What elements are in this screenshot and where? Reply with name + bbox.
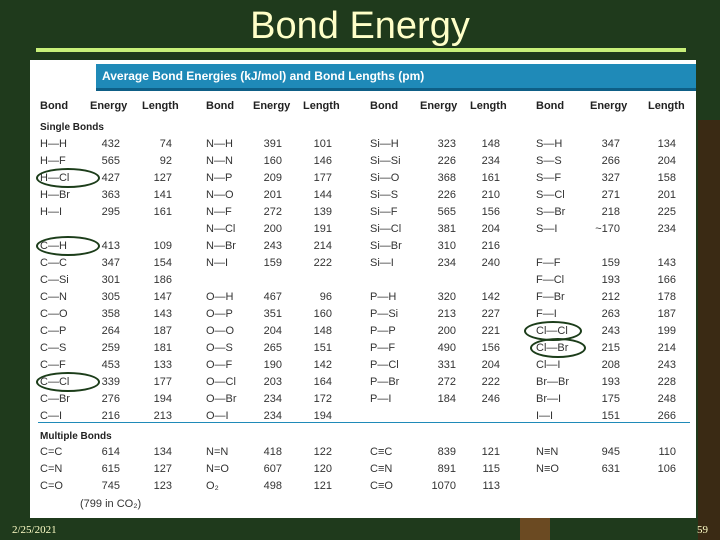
bond-length-value: 204 <box>481 359 500 371</box>
bond-energy-value: 891 <box>437 463 456 475</box>
column-header-length: Length <box>142 100 179 112</box>
bond-length-value: 222 <box>481 376 500 388</box>
bond-length-value: 148 <box>481 138 500 150</box>
bond-length-value: 201 <box>657 189 676 201</box>
bond-length-value: 204 <box>481 223 500 235</box>
bond-energy-value: 184 <box>437 393 456 405</box>
bond-label: C—Si <box>40 274 69 286</box>
bond-length-value: 214 <box>657 342 676 354</box>
bond-energy-value: 427 <box>101 172 120 184</box>
bond-energy-value: 272 <box>263 206 282 218</box>
bond-label: S—Br <box>536 206 566 218</box>
bond-label: C≡N <box>370 463 393 475</box>
column-header-bond: Bond <box>370 100 399 112</box>
bond-label: F—Cl <box>536 274 565 286</box>
bond-length-value: 177 <box>153 376 172 388</box>
bond-label: C≡C <box>370 446 393 458</box>
bond-energy-value: 945 <box>601 446 620 458</box>
bond-energy-value: 347 <box>101 257 120 269</box>
column-header-length: Length <box>470 100 507 112</box>
bond-label: H—I <box>40 206 62 218</box>
bond-length-value: 248 <box>657 393 676 405</box>
background-decoration-right <box>698 120 720 540</box>
bond-energy-value: 190 <box>263 359 282 371</box>
bond-label: C=O <box>40 480 63 492</box>
bond-label: C≡O <box>370 480 393 492</box>
bond-energy-value: 413 <box>101 240 120 252</box>
bond-length-value: 186 <box>153 274 172 286</box>
bond-label: Si—Cl <box>370 223 402 235</box>
bond-length-value: 113 <box>482 480 500 492</box>
bond-energy-value: 631 <box>601 463 620 475</box>
bond-length-value: 222 <box>313 257 332 269</box>
bond-length-value: 194 <box>313 410 332 422</box>
bond-energy-value: 327 <box>601 172 620 184</box>
bond-label: P—P <box>370 325 396 337</box>
bond-length-value: 161 <box>481 172 500 184</box>
co2-note: (799 in CO₂) <box>80 498 142 510</box>
bond-energy-value: 432 <box>101 138 120 150</box>
column-header-energy: Energy <box>420 100 458 112</box>
bond-length-value: 266 <box>657 410 676 422</box>
bond-energy-value: 193 <box>601 274 620 286</box>
highlight-circle-c-cl <box>36 372 100 392</box>
bond-length-value: 181 <box>153 342 172 354</box>
bond-energy-value: 209 <box>263 172 282 184</box>
bond-label: C—H <box>40 240 67 252</box>
bond-label: S—H <box>536 138 563 150</box>
bond-energy-value: 381 <box>437 223 456 235</box>
bond-energy-value: 320 <box>437 291 456 303</box>
bond-length-value: 154 <box>153 257 172 269</box>
bond-energy-value: 391 <box>263 138 282 150</box>
single-bonds-heading: Single Bonds <box>40 122 104 133</box>
bond-label: Cl—Cl <box>536 325 568 337</box>
bond-length-value: 164 <box>313 376 332 388</box>
bond-energy-value: 193 <box>601 376 620 388</box>
bond-label: P—Cl <box>370 359 399 371</box>
bond-label: O—F <box>206 359 233 371</box>
bond-length-value: 234 <box>481 155 500 167</box>
multiple-bonds-heading: Multiple Bonds <box>40 431 112 442</box>
bond-label: O—S <box>206 342 233 354</box>
bond-energy-value: 276 <box>101 393 120 405</box>
bond-label: C—Cl <box>40 376 70 388</box>
bond-length-value: 142 <box>313 359 332 371</box>
bond-label: N—F <box>206 206 232 218</box>
bond-energy-value: 418 <box>263 446 282 458</box>
bond-energy-value: 305 <box>101 291 120 303</box>
bond-label: H—Br <box>40 189 70 201</box>
bond-energy-value: 212 <box>601 291 620 303</box>
bond-label: C—C <box>40 257 67 269</box>
bond-label: O—O <box>206 325 235 337</box>
bond-length-value: 143 <box>153 308 172 320</box>
bond-energy-value: 310 <box>437 240 456 252</box>
bond-label: Si—H <box>370 138 399 150</box>
background-decoration-bottom <box>520 518 550 540</box>
bond-energy-value: 151 <box>601 410 620 422</box>
bond-length-value: 240 <box>481 257 500 269</box>
bond-length-value: 161 <box>153 206 172 218</box>
bond-length-value: 246 <box>481 393 500 405</box>
bond-length-value: 147 <box>153 291 172 303</box>
bond-label: N—P <box>206 172 233 184</box>
bond-energy-value: 339 <box>101 376 120 388</box>
bond-label: I—I <box>536 410 554 422</box>
bond-length-value: 143 <box>657 257 676 269</box>
bond-label: P—F <box>370 342 396 354</box>
bond-energy-value: 745 <box>101 480 120 492</box>
bond-label: P—I <box>370 393 392 405</box>
bond-label: N—O <box>206 189 234 201</box>
bond-energy-value: 160 <box>263 155 282 167</box>
column-header-bond: Bond <box>206 100 235 112</box>
bond-energy-value: 203 <box>263 376 282 388</box>
bond-energy-value: 565 <box>437 206 456 218</box>
bond-length-value: 121 <box>313 480 332 492</box>
bond-length-value: 134 <box>153 446 172 458</box>
bond-length-value: 213 <box>153 410 172 422</box>
bond-energy-value: 200 <box>263 223 282 235</box>
bond-label: S—Cl <box>536 189 565 201</box>
bond-energy-value: 216 <box>101 410 120 422</box>
bond-energy-value: 607 <box>263 463 282 475</box>
bond-length-value: 127 <box>153 463 172 475</box>
bond-energy-value: 159 <box>601 257 620 269</box>
column-header-length: Length <box>303 100 340 112</box>
slide-date: 2/25/2021 <box>12 524 57 536</box>
bond-label: P—Si <box>370 308 399 320</box>
bond-label: Br—Br <box>536 376 569 388</box>
highlight-circle-cl-br <box>530 338 586 358</box>
bond-label: H—H <box>40 138 67 150</box>
bond-energy-value: 351 <box>263 308 282 320</box>
bond-label: N=N <box>206 446 229 458</box>
bond-label: Si—I <box>370 257 394 269</box>
column-header-energy: Energy <box>590 100 628 112</box>
column-header-energy: Energy <box>253 100 291 112</box>
bond-length-value: 199 <box>657 325 676 337</box>
bond-label: S—S <box>536 155 562 167</box>
bond-label: N—Cl <box>206 223 236 235</box>
highlight-circle-c-h <box>36 236 100 256</box>
bond-length-value: 187 <box>153 325 172 337</box>
bond-table-panel <box>30 60 696 518</box>
column-header-bond: Bond <box>40 100 69 112</box>
bond-energy-value: 234 <box>263 393 282 405</box>
bond-energy-value: 347 <box>601 138 620 150</box>
bond-label: Si—Br <box>370 240 402 252</box>
bond-length-value: 160 <box>313 308 332 320</box>
bond-label: C—Br <box>40 393 70 405</box>
bond-label: H—Cl <box>40 172 70 184</box>
bond-label: C=C <box>40 446 63 458</box>
bond-energy-value: 331 <box>437 359 456 371</box>
bond-length-value: 158 <box>657 172 676 184</box>
bond-label: C—F <box>40 359 66 371</box>
bond-label: O—P <box>206 308 233 320</box>
bond-length-value: 120 <box>313 463 332 475</box>
bond-label: H—F <box>40 155 66 167</box>
bond-length-value: 115 <box>482 463 500 475</box>
bond-length-value: 139 <box>313 206 332 218</box>
bond-label: F—Br <box>536 291 565 303</box>
bond-label: N—Br <box>206 240 236 252</box>
bond-label: C=N <box>40 463 63 475</box>
title-underline <box>36 48 686 52</box>
bond-energy-value: 259 <box>101 342 120 354</box>
bond-length-value: 243 <box>657 359 676 371</box>
bond-energy-value: 453 <box>101 359 120 371</box>
bond-length-value: 172 <box>313 393 332 405</box>
bond-energy-value: 271 <box>601 189 620 201</box>
bond-length-value: 177 <box>313 172 332 184</box>
bond-label: C—S <box>40 342 67 354</box>
bond-length-value: 106 <box>657 463 676 475</box>
bond-length-value: 141 <box>153 189 172 201</box>
bond-energy-value: 565 <box>101 155 120 167</box>
bond-length-value: 221 <box>481 325 500 337</box>
bond-length-value: 101 <box>313 138 332 150</box>
bond-energy-value: 615 <box>101 463 120 475</box>
bond-energy-value: 363 <box>101 189 120 201</box>
bond-label: Cl—Br <box>536 342 569 354</box>
bond-label: P—Br <box>370 376 400 388</box>
bond-energy-value: 266 <box>601 155 620 167</box>
bond-energy-value: 200 <box>437 325 456 337</box>
bond-length-value: 156 <box>481 342 500 354</box>
column-header-length: Length <box>648 100 685 112</box>
bond-energy-value: 301 <box>101 274 120 286</box>
bond-energy-value: 201 <box>263 189 282 201</box>
bond-energy-value: 272 <box>437 376 456 388</box>
bond-length-value: 142 <box>481 291 500 303</box>
bond-energy-value: 159 <box>263 257 282 269</box>
bond-energy-value: 1070 <box>431 480 456 492</box>
bond-length-value: 194 <box>153 393 172 405</box>
slide-title: Bond Energy <box>250 5 470 47</box>
bond-energy-value: 226 <box>437 155 456 167</box>
bond-energy-value: 614 <box>101 446 120 458</box>
bond-energy-value: 265 <box>263 342 282 354</box>
bond-length-value: 134 <box>657 138 676 150</box>
bond-energy-value: 490 <box>437 342 456 354</box>
bond-energy-value: 243 <box>263 240 282 252</box>
bond-energy-value: 498 <box>263 480 282 492</box>
bond-energy-value: 368 <box>437 172 456 184</box>
bond-length-value: 96 <box>319 291 332 303</box>
bond-label: Si—F <box>370 206 398 218</box>
bond-label: O₂ <box>206 480 219 492</box>
bond-length-value: 216 <box>481 240 500 252</box>
bond-label: O—H <box>206 291 234 303</box>
bond-label: O—Br <box>206 393 237 405</box>
bond-length-value: 234 <box>657 223 676 235</box>
bond-energy-value: 264 <box>101 325 120 337</box>
bond-label: S—I <box>536 223 558 235</box>
bond-length-value: 109 <box>153 240 172 252</box>
bond-length-value: 127 <box>153 172 172 184</box>
bond-length-value: 144 <box>313 189 332 201</box>
bond-energy-value: 243 <box>601 325 620 337</box>
bond-energy-value: 218 <box>601 206 620 218</box>
table-caption: Average Bond Energies (kJ/mol) and Bond Lengths (pm) <box>96 64 696 88</box>
bond-energy-value: 467 <box>263 291 282 303</box>
bond-length-value: 133 <box>153 359 172 371</box>
bond-energy-value: 234 <box>263 410 282 422</box>
bond-length-value: 156 <box>481 206 500 218</box>
bond-length-value: 191 <box>313 223 332 235</box>
slide-page-number: 59 <box>697 524 708 536</box>
bond-length-value: 74 <box>159 138 172 150</box>
bond-energy-value: 215 <box>601 342 620 354</box>
bond-length-value: 151 <box>313 342 332 354</box>
bond-energy-value: 204 <box>263 325 282 337</box>
bond-energy-value: ~170 <box>595 223 620 235</box>
bond-length-value: 178 <box>657 291 676 303</box>
bond-energy-value: 263 <box>601 308 620 320</box>
bond-length-value: 148 <box>313 325 332 337</box>
bond-length-value: 123 <box>153 480 172 492</box>
bond-label: N≡O <box>536 463 559 475</box>
bond-label: F—I <box>536 308 557 320</box>
bond-length-value: 227 <box>481 308 500 320</box>
bond-label: N—H <box>206 138 233 150</box>
bond-label: C—I <box>40 410 62 422</box>
bond-energy-value: 208 <box>601 359 620 371</box>
bond-label: C—P <box>40 325 67 337</box>
section-separator <box>38 422 690 423</box>
bond-length-value: 187 <box>657 308 676 320</box>
bond-energy-value: 213 <box>437 308 456 320</box>
bond-label: C—O <box>40 308 68 320</box>
bond-length-value: 121 <box>481 446 500 458</box>
bond-label: Cl—I <box>536 359 561 371</box>
caption-strip <box>96 88 696 91</box>
bond-label: N—I <box>206 257 228 269</box>
column-header-energy: Energy <box>90 100 128 112</box>
bond-label: O—Cl <box>206 376 236 388</box>
bond-length-value: 92 <box>159 155 172 167</box>
bond-label: Si—S <box>370 189 399 201</box>
bond-label: N—N <box>206 155 233 167</box>
bond-energy-value: 358 <box>101 308 120 320</box>
bond-length-value: 122 <box>313 446 332 458</box>
bond-label: P—H <box>370 291 397 303</box>
bond-energy-value: 323 <box>437 138 456 150</box>
bond-energy-value: 839 <box>437 446 456 458</box>
bond-label: O—I <box>206 410 229 422</box>
bond-label: Si—Si <box>370 155 401 167</box>
bond-label: S—F <box>536 172 562 184</box>
bond-energy-value: 234 <box>437 257 456 269</box>
bond-length-value: 214 <box>313 240 332 252</box>
bond-label: N=O <box>206 463 229 475</box>
bond-label: Br—I <box>536 393 562 405</box>
bond-length-value: 225 <box>657 206 676 218</box>
column-header-bond: Bond <box>536 100 565 112</box>
bond-length-value: 110 <box>658 446 676 458</box>
bond-energy-value: 226 <box>437 189 456 201</box>
bond-length-value: 210 <box>481 189 500 201</box>
bond-length-value: 228 <box>657 376 676 388</box>
bond-length-value: 146 <box>313 155 332 167</box>
bond-energy-value: 295 <box>101 206 120 218</box>
bond-label: C—N <box>40 291 67 303</box>
bond-energy-value: 175 <box>601 393 620 405</box>
bond-length-value: 166 <box>657 274 676 286</box>
bond-length-value: 204 <box>657 155 676 167</box>
highlight-circle-h-cl <box>36 168 100 188</box>
bond-label: F—F <box>536 257 561 269</box>
bond-label: N≡N <box>536 446 559 458</box>
bond-label: Si—O <box>370 172 400 184</box>
